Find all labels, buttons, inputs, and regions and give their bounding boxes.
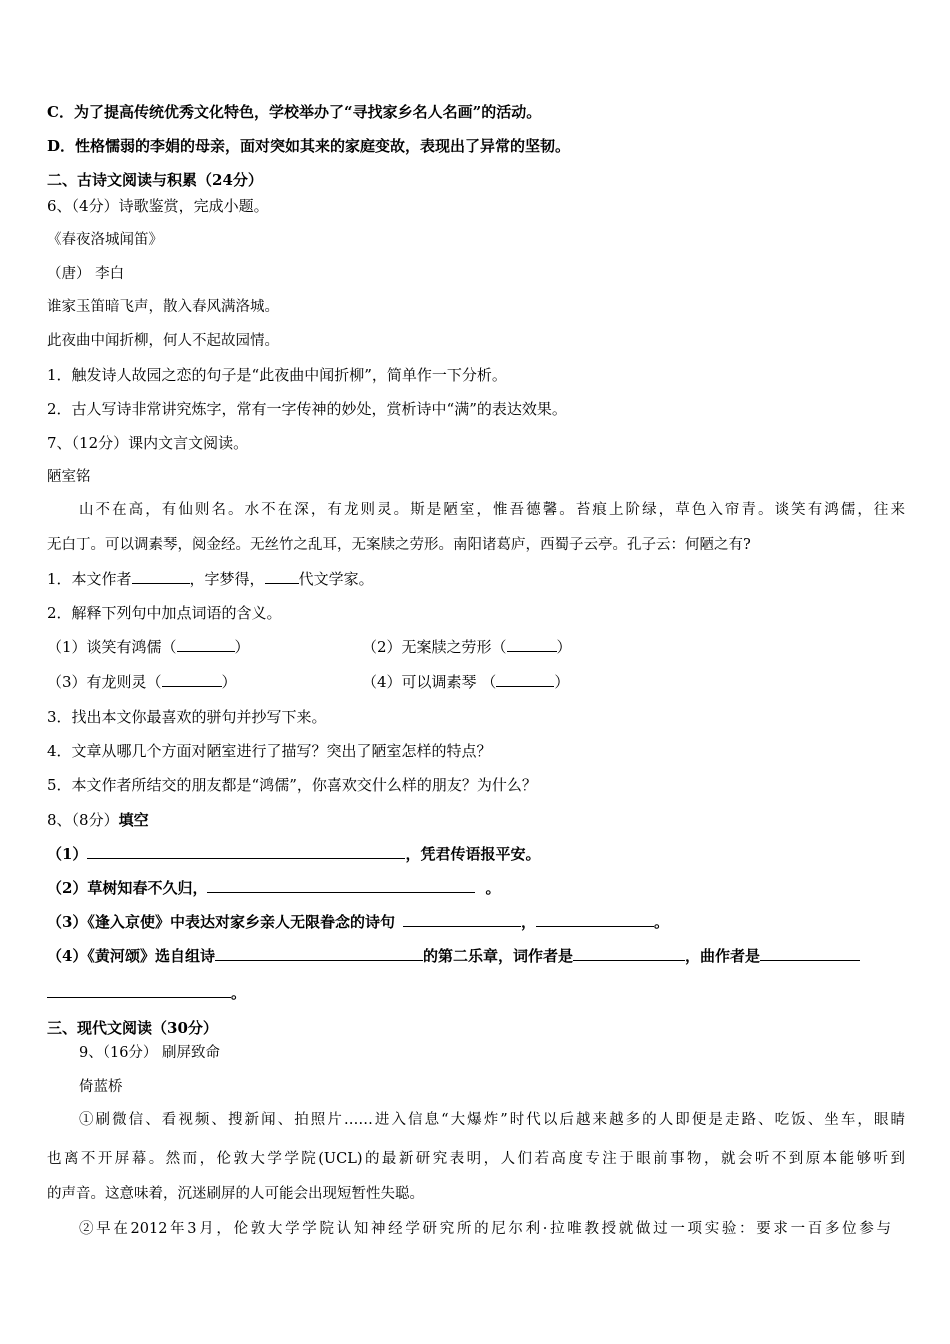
question-7-2-item-1 [47, 637, 250, 657]
text-title: 陋室铭 [47, 469, 91, 485]
q8-score: 8、（8分） [47, 811, 119, 829]
q7-1-part-c: 代文学家。 [298, 570, 374, 588]
q8-3-blank-2[interactable] [536, 912, 654, 927]
item-2-blank[interactable] [507, 637, 557, 652]
article-p1-line-3: 的声音。这意味着，沉迷刷屏的人可能会出现短暂性失聪。 [47, 1186, 424, 1202]
question-7-5: 5．本文作者所结交的朋友都是“鸿儒”，你喜欢交什么样的朋友？为什么？ [47, 776, 537, 794]
item-1-blank[interactable] [177, 637, 235, 652]
q8-2-end: 。 [485, 879, 501, 897]
q8-2-blank[interactable] [207, 878, 475, 893]
question-8-2 [47, 878, 500, 898]
question-7-2: 2．解释下列句中加点词语的含义。 [47, 604, 282, 622]
item-2-text: （2）无案牍之劳形（ [362, 638, 507, 656]
article-p1-line-2: 也离不开屏幕。然而，伦敦大学学院(UCL)的最新研究表明，人们若高度专注于眼前事物，就会听不到原本能够听到 [47, 1151, 905, 1167]
section-3-heading: 三、现代文阅读（30分） [47, 1019, 218, 1037]
q8-4-blank-4[interactable] [47, 983, 231, 998]
item-2-close: ） [556, 638, 572, 656]
article-author: 倚蓝桥 [79, 1079, 123, 1095]
question-7-heading: 7、（12分）课内文言文阅读。 [47, 434, 249, 452]
article-p2-line-1: ②早在2012年3月，伦敦大学学院认知神经学研究所的尼尔利·拉唯教授就做过一项实验：要求一百多位参与 [79, 1221, 891, 1237]
q8-1-text: ，凭君传语报平安。 [405, 845, 541, 863]
text-paragraph-line-1: 山不在高，有仙则名。水不在深，有龙则灵。斯是陋室，惟吾德馨。苔痕上阶绿，草色入帘青。谈笑有鸿儒，往来 [79, 502, 905, 518]
question-7-1 [47, 569, 374, 589]
q8-2-text: （2）草树知春不久归， [47, 879, 208, 897]
q8-4-blank-1[interactable] [215, 946, 423, 961]
author-blank[interactable] [132, 569, 190, 584]
question-6-heading: 6、（4分）诗歌鉴赏，完成小题。 [47, 197, 269, 215]
question-7-2-item-3 [47, 672, 237, 692]
item-3-blank[interactable] [162, 672, 222, 687]
q8-4-end: 。 [231, 984, 247, 1002]
poem-author: （唐） 李白 [47, 266, 125, 282]
q7-1-part-a: 1．本文作者 [47, 570, 132, 588]
q8-4-blank-2[interactable] [573, 946, 685, 961]
q7-1-part-b: ，字梦得， [189, 570, 265, 588]
item-4-blank[interactable] [496, 672, 554, 687]
q8-3-end: 。 [653, 913, 669, 931]
question-7-2-item-4 [362, 672, 569, 692]
q8-4-text-c: ，曲作者是 [684, 947, 760, 965]
q8-3-comma: ， [520, 913, 536, 931]
item-3-text: （3）有龙则灵（ [47, 673, 162, 691]
question-7-3: 3．找出本文你最喜欢的骈句并抄写下来。 [47, 708, 327, 726]
q8-title: 填空 [118, 811, 149, 829]
q8-4-blank-3[interactable] [760, 946, 860, 961]
question-8-1 [47, 844, 540, 864]
question-7-4: 4．文章从哪几个方面对陋室进行了描写？突出了陋室怎样的特点？ [47, 742, 492, 760]
question-9-heading: 9、（16分） 刷屏致命 [79, 1045, 221, 1061]
q8-4-text-b: 的第二乐章，词作者是 [422, 947, 573, 965]
text-paragraph-line-2: 无白丁。可以调素琴，阅金经。无丝竹之乱耳，无案牍之劳形。南阳诸葛庐，西蜀子云亭。孔子云：何陋之有? [47, 537, 751, 553]
question-8-4 [47, 946, 860, 966]
question-8-3 [47, 912, 669, 932]
item-1-text: （1）谈笑有鸿儒（ [47, 638, 177, 656]
q8-1-label: （1） [47, 845, 88, 863]
item-4-close: ） [554, 673, 570, 691]
option-c: C．为了提高传统优秀文化特色，学校举办了“寻找家乡名人名画”的活动。 [47, 103, 542, 121]
option-d: D．性格懦弱的李娟的母亲，面对突如其来的家庭变故，表现出了异常的坚韧。 [47, 137, 571, 155]
question-8-4-cont [47, 983, 246, 1003]
dynasty-blank[interactable] [265, 569, 299, 584]
question-7-2-item-2 [362, 637, 572, 657]
q8-3-text: （3）《逢入京使》中表达对家乡亲人无限眷念的诗句 [47, 913, 395, 931]
question-6-2: 2．古人写诗非常讲究炼字，常有一字传神的妙处，赏析诗中“满”的表达效果。 [47, 400, 567, 418]
question-8-heading [47, 810, 149, 830]
poem-line-2: 此夜曲中闻折柳，何人不起故园情。 [47, 333, 279, 349]
q8-3-blank-1[interactable] [403, 912, 521, 927]
item-4-text: （4）可以调素琴 （ [362, 673, 497, 691]
item-1-close: ） [234, 638, 250, 656]
q8-1-blank[interactable] [87, 844, 405, 859]
poem-line-1: 谁家玉笛暗飞声，散入春风满洛城。 [47, 299, 279, 315]
section-2-heading: 二、古诗文阅读与积累（24分） [47, 171, 263, 189]
poem-title: 《春夜洛城闻笛》 [47, 232, 163, 248]
question-6-1: 1．触发诗人故园之恋的句子是“此夜曲中闻折柳”，简单作一下分析。 [47, 366, 507, 384]
q8-4-text-a: （4）《黄河颂》选自组诗 [47, 947, 215, 965]
article-p1-line-1: ①刷微信、看视频、搜新闻、拍照片……进入信息“大爆炸”时代以后越来越多的人即便是走路、吃饭、坐车，眼睛 [79, 1112, 905, 1128]
item-3-close: ） [221, 673, 237, 691]
